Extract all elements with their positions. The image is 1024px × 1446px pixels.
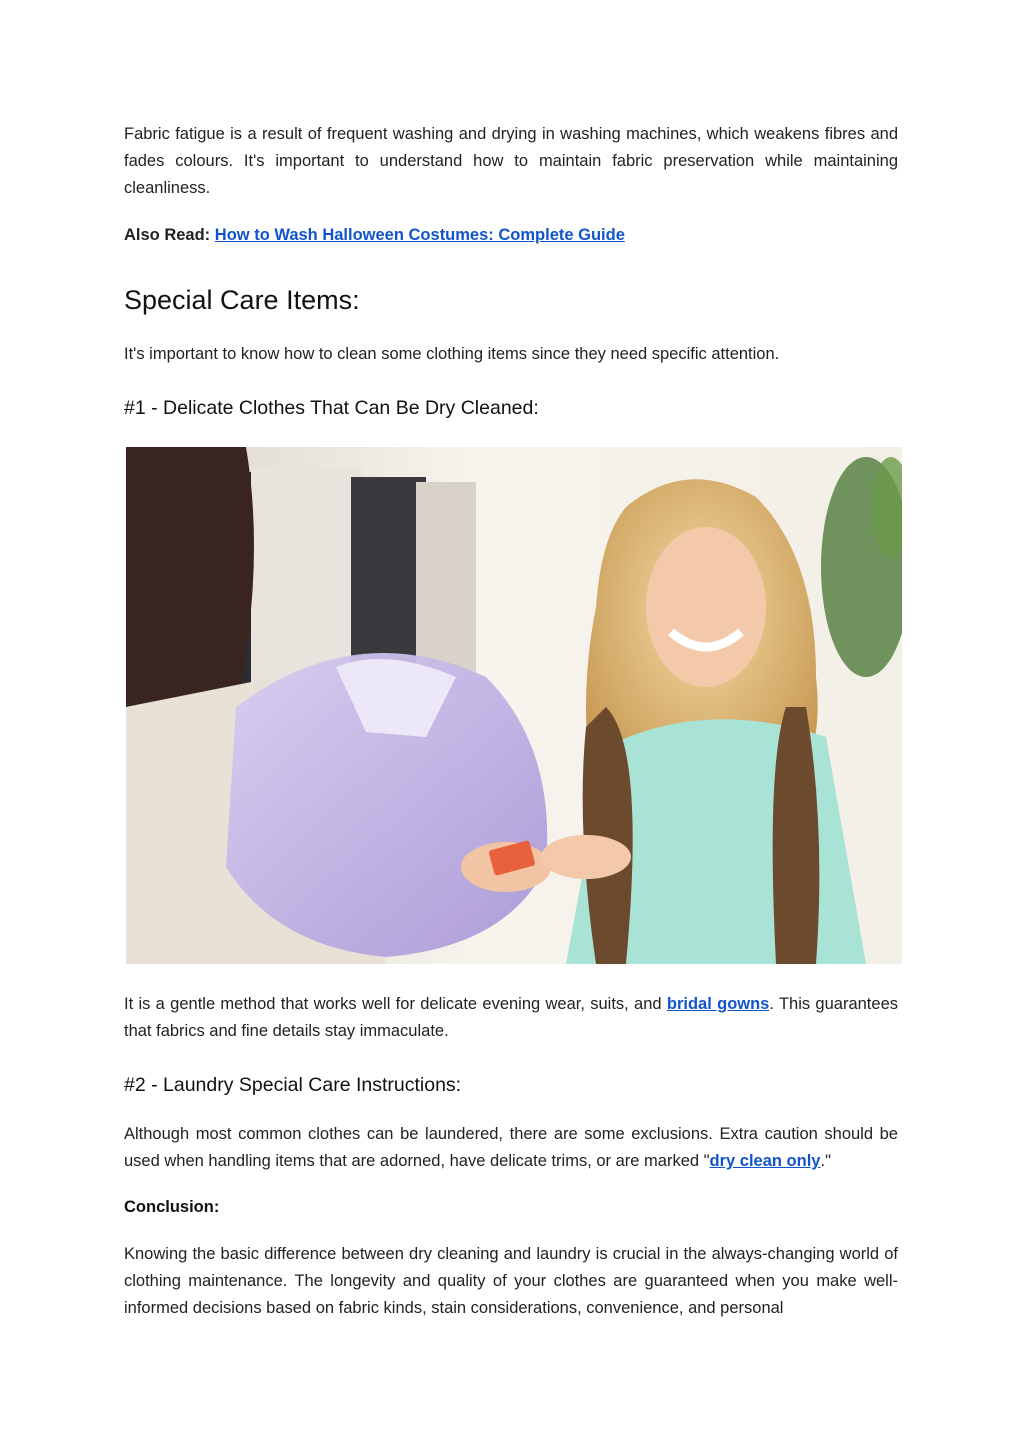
section2-heading: #2 - Laundry Special Care Instructions:: [124, 1074, 462, 1096]
special-care-heading: Special Care Items:: [124, 285, 360, 315]
also-read-label: Also Read:: [124, 226, 211, 244]
intro-paragraph: Fabric fatigue is a result of frequent washing and drying in washing machines, which weakens fibres and fades colours. It's important to understand how to maintain fabric preservation while maintaining cleanliness.: [124, 125, 898, 197]
dry-clean-only-link[interactable]: dry clean only: [709, 1152, 821, 1170]
conclusion-heading: Conclusion:: [124, 1198, 220, 1216]
halloween-costumes-link[interactable]: How to Wash Halloween Costumes: Complete Guide: [214, 226, 625, 244]
conclusion-paragraph: Knowing the basic difference between dry cleaning and laundry is crucial in the always-changing world of clothing maintenance. The longevity and quality of your clothes are guaranteed when you make well-informed decisions based on fabric kinds, stain considerations, convenience, and personal: [124, 1245, 898, 1317]
section2-paragraph: Although most common clothes can be laundered, there are some exclusions. Extra caution should be used when handling items that are adorned, have delicate trims, or are marked "dry clean only.": [124, 1125, 898, 1170]
section1-paragraph: It is a gentle method that works well for delicate evening wear, suits, and bridal gowns. This guarantees that fabrics and fine details stay immaculate.: [124, 995, 898, 1040]
section1-heading: #1 - Delicate Clothes That Can Be Dry Cleaned:: [124, 397, 539, 419]
special-care-paragraph: It's important to know how to clean some clothing items since they need specific attention.: [124, 345, 780, 363]
also-read-line: [124, 222, 898, 249]
dry-cleaning-photo: [126, 447, 902, 964]
bridal-gowns-link[interactable]: bridal gowns: [666, 995, 770, 1013]
